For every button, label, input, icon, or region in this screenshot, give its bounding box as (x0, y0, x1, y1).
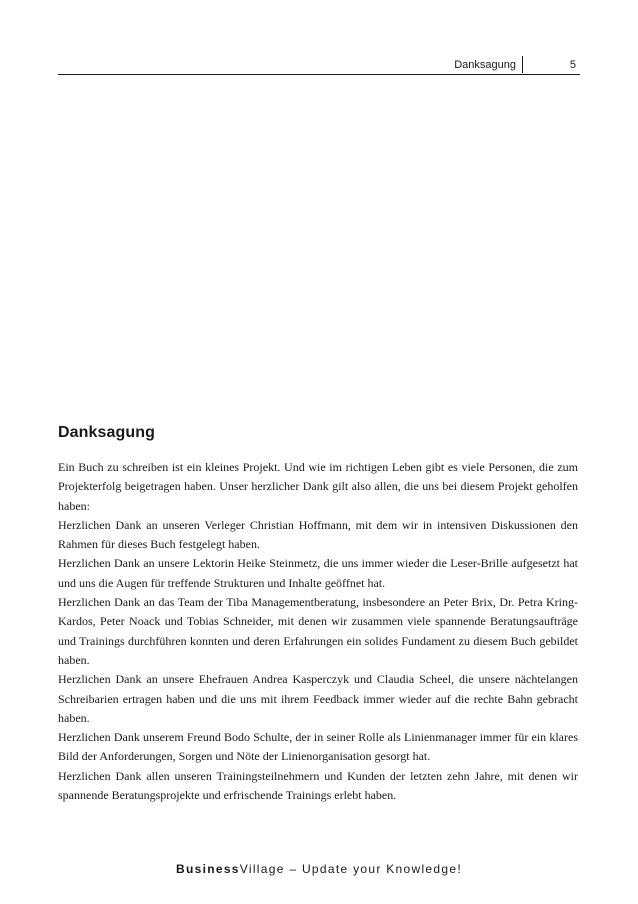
footer (0, 862, 638, 876)
paragraph-wives: Herzlichen Dank an unsere Ehefrauen Andrea Kasperczyk und Claudia Scheel, die unsere nächtelangen Schreibarien ertragen haben und die uns mit ihrem Feedback immer wieder auf die rechte Bahn gebracht haben. (58, 672, 578, 725)
paragraph-friend: Herzlichen Dank unserem Freund Bodo Schulte, der in seiner Rolle als Linienmanager immer für ein klares Bild der Anforderungen, Sorgen und Nöte der Linienorganisation gesorgt hat. (58, 730, 578, 764)
running-header (58, 58, 580, 78)
footer-brand-bold: Business (176, 862, 240, 876)
paragraph-team: Herzlichen Dank an das Team der Tiba Managementberatung, insbesondere an Peter Brix, Dr. Petra Kring-Kardos, Peter Noack und Tobias Schneider, mit denen wir zusammen viele spannende Beratungsaufträge und Trainings durchführen konnten und deren Erfahrungen ein solides Fundament zu diesem Buch gebildet haben. (58, 595, 578, 667)
page-number: 5 (569, 59, 576, 71)
header-divider (522, 56, 523, 73)
paragraph-editor: Herzlichen Dank an unsere Lektorin Heike Steinmetz, die uns immer wieder die Leser-Brille aufgesetzt hat und uns die Augen für treffende Strukturen und Inhalte geöffnet hat. (58, 556, 578, 590)
footer-tagline: – Update your Knowledge! (284, 862, 462, 876)
paragraph-intro: Ein Buch zu schreiben ist ein kleines Projekt. Und wie im richtigen Leben gibt es viele Personen, die zum Projekterfolg beigetragen haben. Unser herzlicher Dank gilt also allen, die uns bei diesem Projekt geholfen haben: (58, 460, 578, 513)
body-text (58, 458, 578, 805)
paragraph-participants: Herzlichen Dank allen unseren Trainingsteilnehmern und Kunden der letzten zehn Jahre, mit denen wir spannende Beratungsprojekte und erfrischende Trainings erlebt haben. (58, 768, 578, 803)
header-rule (58, 74, 580, 75)
header-section-title: Danksagung (454, 59, 516, 71)
footer-brand-regular: Village (239, 862, 285, 876)
chapter-title: Danksagung (58, 424, 156, 441)
paragraph-publisher: Herzlichen Dank an unseren Verleger Christian Hoffmann, mit dem wir in intensiven Diskussionen den Rahmen für dieses Buch festgelegt haben. (58, 517, 578, 552)
